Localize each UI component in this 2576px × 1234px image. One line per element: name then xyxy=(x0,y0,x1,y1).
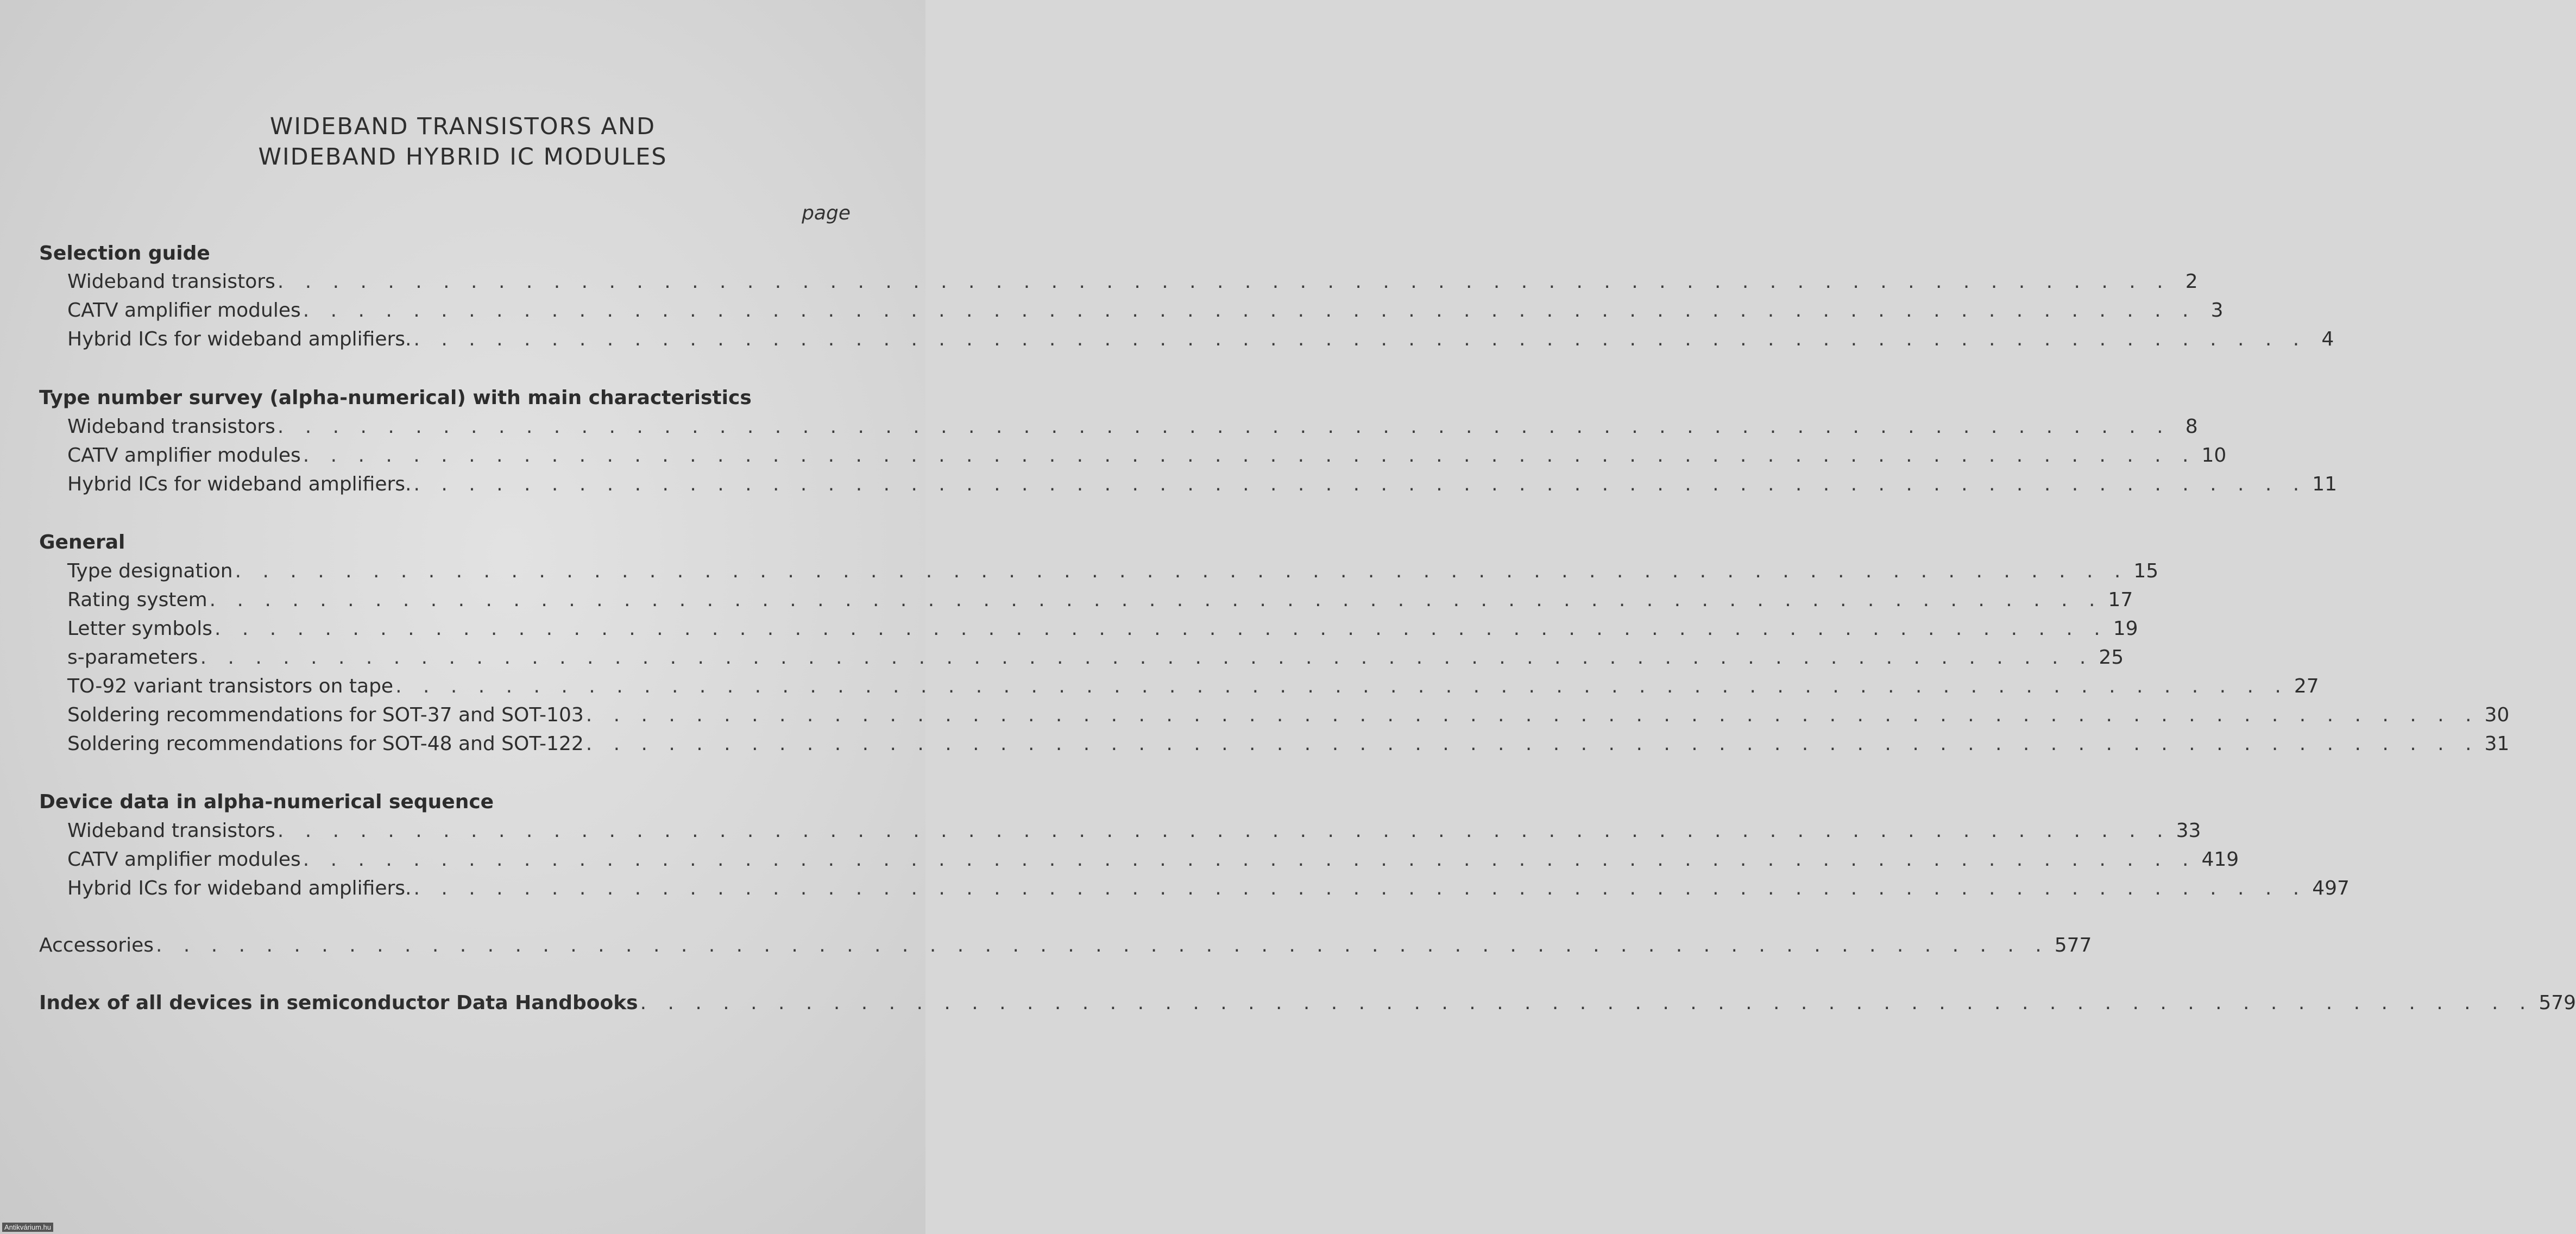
toc-entry-page: 25 xyxy=(2099,646,2124,669)
toc-entry-label: TO-92 variant transistors on tape xyxy=(67,675,394,697)
toc-entry-label: Wideband transistors xyxy=(67,270,275,293)
toc-entry-label: CATV amplifier modules xyxy=(67,848,301,871)
toc-entry[interactable] xyxy=(67,877,2350,903)
toc-entry-label: Soldering recommendations for SOT-48 and SOT-122 xyxy=(67,733,584,755)
toc-entry-page: 30 xyxy=(2484,704,2510,726)
toc-entry-label: s-parameters xyxy=(67,646,198,669)
page-title xyxy=(0,111,925,172)
watermark: Antikvárium.hu xyxy=(2,1223,53,1232)
toc-entry[interactable] xyxy=(67,704,2510,730)
leader-dots: . . . . . . . . . . . . . . . . . . . . . . . . . . . . . . . . . . . . . . . . . . . . . . . . . . . . . . . . . . . . . . . . . . . . . xyxy=(209,589,2103,611)
toc-entry-page: 10 xyxy=(2201,444,2227,467)
toc-entry-page: 11 xyxy=(2312,473,2338,495)
leader-dots: . . . . . . . . . . . . . . . . . . . . . . . . . . . . . . . . . . . . . . . . . . . . . . . . . . . . . . . . . . . . . . . . . . . . . xyxy=(413,328,2307,350)
page-column-label: page xyxy=(802,202,851,224)
toc-entry[interactable] xyxy=(67,415,2198,442)
toc-entry-page: 3 xyxy=(2210,299,2224,322)
toc-entry[interactable] xyxy=(67,560,2159,586)
toc-entry[interactable] xyxy=(67,270,2198,297)
toc-entry-label: Hybrid ICs for wideband amplifiers. xyxy=(67,877,412,899)
toc-entry-page: 2 xyxy=(2185,270,2198,293)
toc-entry-label: Type designation xyxy=(67,560,233,582)
leader-dots: . . . . . . . . . . . . . . . . . . . . . . . . . . . . . . . . . . . . . . . . . . . . . . . . . . . . . . . . . . . . . . . . . . . . . xyxy=(200,646,2094,669)
toc-entry-page: 8 xyxy=(2185,415,2198,438)
toc-entry-page: 33 xyxy=(2176,820,2201,842)
toc-entry[interactable] xyxy=(67,473,2338,499)
leader-dots: . . . . . . . . . . . . . . . . . . . . . . . . . . . . . . . . . . . . . . . . . . . . . . . . . . . . . . . . . . . . . . . . . . . . . xyxy=(277,270,2171,293)
leader-dots: . . . . . . . . . . . . . . . . . . . . . . . . . . . . . . . . . . . . . . . . . . . . . . . . . . . . . . . . . . . . . . . . . . . . . xyxy=(413,877,2307,899)
toc-entry-page: 419 xyxy=(2201,848,2239,871)
toc-entry-label: CATV amplifier modules xyxy=(67,444,301,467)
toc-entry[interactable] xyxy=(67,820,2201,846)
toc-entry-page: 31 xyxy=(2484,733,2510,755)
leader-dots: . . . . . . . . . . . . . . . . . . . . . . . . . . . . . . . . . . . . . . . . . . . . . . . . . . . . . . . . . . . . . . . . . . . . . xyxy=(303,299,2196,322)
toc-entry-index[interactable] xyxy=(39,992,2576,1018)
title-line-2: WIDEBAND HYBRID IC MODULES xyxy=(258,143,667,171)
toc-entry-page: 17 xyxy=(2108,589,2133,611)
toc-entry-page: 27 xyxy=(2294,675,2319,697)
section-heading-general: General xyxy=(39,531,125,553)
leader-dots: . . . . . . . . . . . . . . . . . . . . . . . . . . . . . . . . . . . . . . . . . . . . . . . . . . . . . . . . . . . . . . . . . . . . . xyxy=(303,444,2196,467)
toc-entry[interactable] xyxy=(67,646,2124,672)
toc-entry-label: Hybrid ICs for wideband amplifiers. xyxy=(67,473,412,495)
toc-entry-label: Index of all devices in semiconductor Data Handbooks xyxy=(39,992,638,1014)
leader-dots: . . . . . . . . . . . . . . . . . . . . . . . . . . . . . . . . . . . . . . . . . . . . . . . . . . . . . . . . . . . . . . . . . . . . . xyxy=(277,820,2171,842)
toc-entry-page: 497 xyxy=(2312,877,2350,899)
leader-dots: . . . . . . . . . . . . . . . . . . . . . . . . . . . . . . . . . . . . . . . . . . . . . . . . . . . . . . . . . . . . . . . . . . . . . xyxy=(155,934,2049,956)
toc-entry-label: Letter symbols xyxy=(67,618,212,640)
toc-entry[interactable] xyxy=(67,589,2133,615)
toc-entry-page: 15 xyxy=(2133,560,2159,582)
toc-entry[interactable] xyxy=(67,675,2319,701)
toc-entry-page: 19 xyxy=(2113,618,2138,640)
leader-dots: . . . . . . . . . . . . . . . . . . . . . . . . . . . . . . . . . . . . . . . . . . . . . . . . . . . . . . . . . . . . . . . . . . . . . xyxy=(395,675,2289,697)
toc-entry-label: Accessories xyxy=(39,934,154,956)
title-line-1: WIDEBAND TRANSISTORS AND xyxy=(269,113,656,140)
toc-entry-label: CATV amplifier modules xyxy=(67,299,301,322)
toc-entry[interactable] xyxy=(67,328,2334,354)
toc-entry[interactable] xyxy=(67,733,2510,759)
section-heading-type-number-survey: Type number survey (alpha-numerical) with main characteristics xyxy=(39,387,752,409)
toc-entry-label: Wideband transistors xyxy=(67,820,275,842)
toc-entry-label: Wideband transistors xyxy=(67,415,275,438)
toc-entry[interactable] xyxy=(67,299,2224,325)
toc-entry-page: 577 xyxy=(2054,934,2092,956)
leader-dots: . . . . . . . . . . . . . . . . . . . . . . . . . . . . . . . . . . . . . . . . . . . . . . . . . . . . . . . . . . . . . . . . . . . . . xyxy=(640,992,2534,1014)
toc-entry-page: 579 xyxy=(2539,992,2576,1014)
toc-entry[interactable] xyxy=(67,618,2138,644)
toc-entry-accessories[interactable] xyxy=(39,934,2092,960)
toc-entry-label: Soldering recommendations for SOT-37 and SOT-103 xyxy=(67,704,584,726)
leader-dots: . . . . . . . . . . . . . . . . . . . . . . . . . . . . . . . . . . . . . . . . . . . . . . . . . . . . . . . . . . . . . . . . . . . . . xyxy=(214,618,2108,640)
toc-entry-page: 4 xyxy=(2321,328,2334,350)
leader-dots: . . . . . . . . . . . . . . . . . . . . . . . . . . . . . . . . . . . . . . . . . . . . . . . . . . . . . . . . . . . . . . . . . . . . . xyxy=(585,704,2479,726)
leader-dots: . . . . . . . . . . . . . . . . . . . . . . . . . . . . . . . . . . . . . . . . . . . . . . . . . . . . . . . . . . . . . . . . . . . . . xyxy=(303,848,2196,871)
leader-dots: . . . . . . . . . . . . . . . . . . . . . . . . . . . . . . . . . . . . . . . . . . . . . . . . . . . . . . . . . . . . . . . . . . . . . xyxy=(235,560,2128,582)
leader-dots: . . . . . . . . . . . . . . . . . . . . . . . . . . . . . . . . . . . . . . . . . . . . . . . . . . . . . . . . . . . . . . . . . . . . . xyxy=(413,473,2307,495)
toc-entry[interactable] xyxy=(67,444,2227,470)
section-heading-selection-guide: Selection guide xyxy=(39,242,210,265)
section-heading-device-data: Device data in alpha-numerical sequence xyxy=(39,791,494,813)
toc-entry-label: Rating system xyxy=(67,589,207,611)
leader-dots: . . . . . . . . . . . . . . . . . . . . . . . . . . . . . . . . . . . . . . . . . . . . . . . . . . . . . . . . . . . . . . . . . . . . . xyxy=(585,733,2479,755)
leader-dots: . . . . . . . . . . . . . . . . . . . . . . . . . . . . . . . . . . . . . . . . . . . . . . . . . . . . . . . . . . . . . . . . . . . . . xyxy=(277,415,2171,438)
toc-entry[interactable] xyxy=(67,848,2239,874)
toc-entry-label: Hybrid ICs for wideband amplifiers. xyxy=(67,328,412,350)
